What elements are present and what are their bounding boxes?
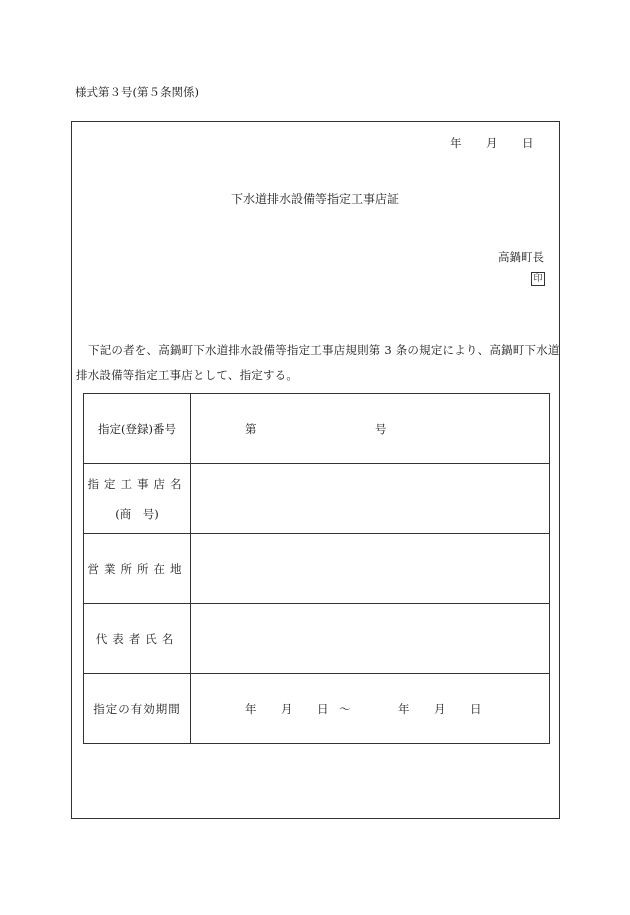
value-office-address — [191, 534, 550, 604]
from-day: 日 — [317, 701, 329, 716]
certificate-title: 下水道排水設備等指定工事店証 — [230, 192, 399, 206]
to-day: 日 — [470, 701, 482, 716]
date-day-label: 日 — [522, 136, 534, 150]
from-year: 年 — [245, 701, 257, 716]
label-validity-period: 指定の有効期間 — [84, 674, 191, 744]
table-row-shop-name — [84, 464, 550, 534]
table-row-representative — [84, 604, 550, 674]
table-row-office-address — [84, 534, 550, 604]
number-dai: 第 — [245, 421, 257, 436]
value-shop-name — [191, 464, 550, 534]
to-month: 月 — [434, 701, 446, 716]
value-designation-number — [191, 394, 550, 464]
label-office-address: 営業所所在地 — [84, 534, 191, 604]
number-go: 号 — [375, 421, 387, 436]
label-shop-name-line1: 指定工事店名 — [87, 476, 187, 491]
designation-statement: 下記の者を、高鍋町下水道排水設備等指定工事店規則第 3 条の規定により、高鍋町下水道排水設備等指定工事店として、指定する。 — [76, 343, 560, 382]
registration-table — [83, 393, 550, 744]
label-shop-name — [84, 464, 191, 534]
issuer-name: 高鍋町長 — [498, 250, 544, 264]
date-month-label: 月 — [486, 136, 498, 150]
value-validity-period — [191, 674, 550, 744]
seal-mark: 印 — [531, 272, 545, 286]
table-row-validity-period — [84, 674, 550, 744]
date-year-label: 年 — [450, 136, 462, 150]
label-shop-name-line2: (商 号) — [115, 506, 159, 521]
table-row-number — [84, 394, 550, 464]
label-designation-number: 指定(登録)番号 — [84, 394, 191, 464]
form-number: 様式第３号(第５条関係) — [75, 85, 199, 99]
from-month: 月 — [281, 701, 293, 716]
label-representative: 代表者氏名 — [84, 604, 191, 674]
to-year: 年 — [398, 701, 410, 716]
value-representative — [191, 604, 550, 674]
period-tilde: ～ — [339, 701, 351, 716]
